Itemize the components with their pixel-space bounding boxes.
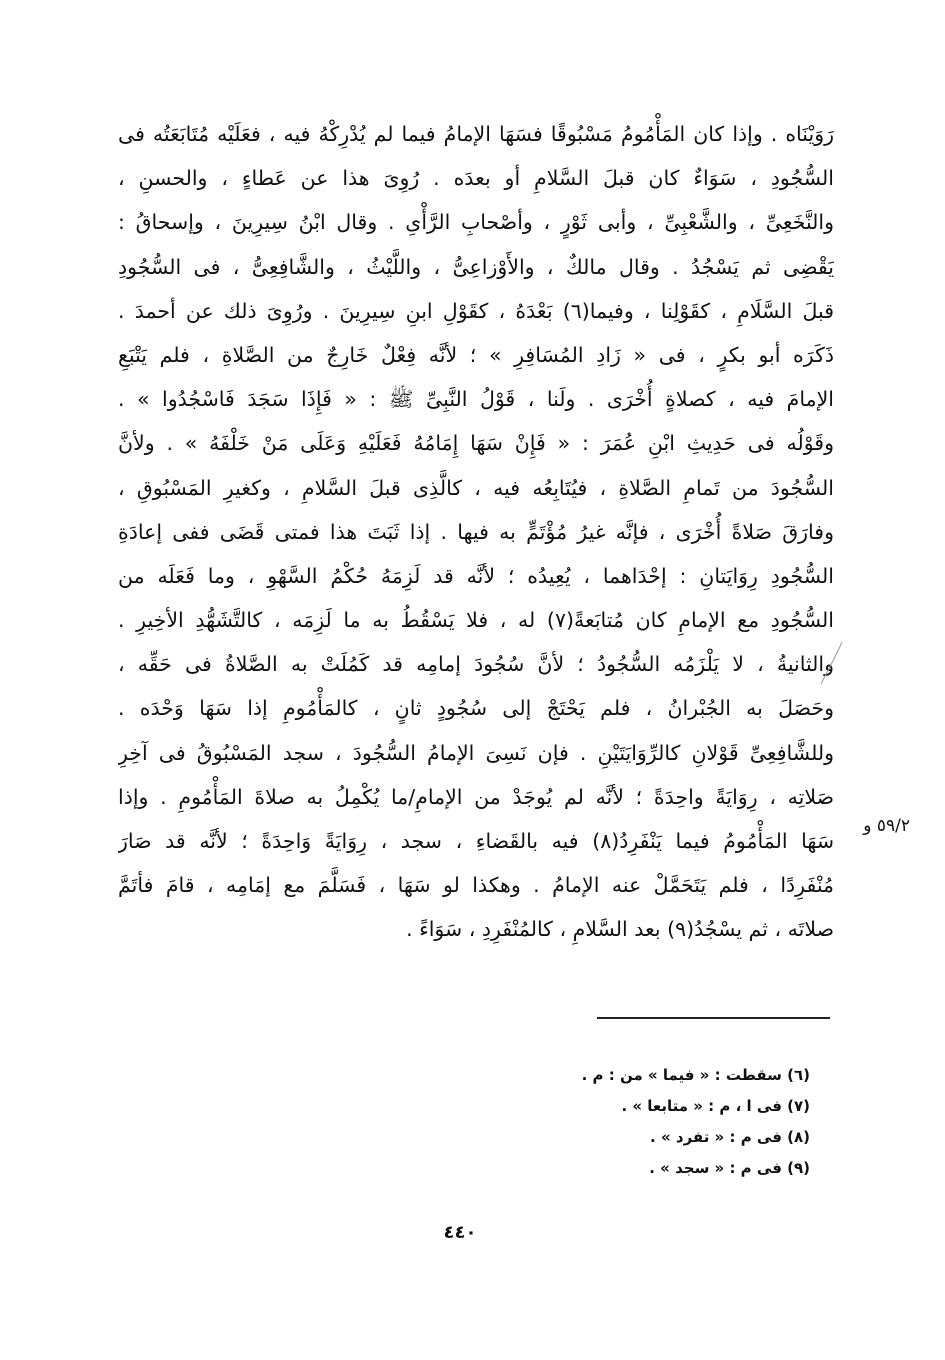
text-line: وقَوْلُه فى حَدِيثِ ابْنِ عُمَرَ : « فَإِنْ سَهَا إِمَامُهُ فَعَلَيْهِ وَعَلَى مَنْ خَلْفَهُ » . ولأنَّ	[118, 431, 834, 456]
text-line: السُّجُودَ من تَمامِ الصَّلاةِ ، فيُتَابِعُه فيه ، كالَّذِى قبلَ السَّلامِ ، وكغيرِ المَسْبُوقِ ،	[118, 475, 834, 500]
text-line: سَهَا المَأْمُومُ فيما يَنْفَرِدُ(٨) فيه بالقَضاءِ ، سجد ، رِوَايَةً وَاحِدَةً ؛ لأنَّه قد صَارَ	[118, 829, 834, 853]
footnote: (٨) فى م : « تفرد » .	[650, 1128, 810, 1146]
manuscript-folio-note: ٥٩/٢ و	[863, 816, 910, 836]
footnote-separator	[597, 1017, 830, 1019]
text-line-last: صلاتَه ، ثم يسْجُدُ(٩) بعد السَّلامِ ، كالمُنْفَرِدِ ، سَوَاءً .	[406, 917, 834, 942]
text-line: مُنْفَرِدًا ، فلم يَتَحَمَّلْ عنه الإمامُ . وهكذا لو سَهَا ، فَسَلَّمَ مع إمَامِه ، قامَ فأتَمَّ	[118, 873, 834, 898]
page-number: ٤٤٠	[443, 1222, 477, 1243]
text-line: وحَصَلَ به الجُبْرانُ ، فلم يَحْتَجْ إلى سُجُودٍ ثانٍ ، كالمَأْمُومِ إذا سَهَا وَحْدَه .	[118, 696, 834, 721]
main-text-block	[118, 112, 834, 952]
text-line: صَلاتِه ، رِوَايَةً واحِدَةً ؛ لأنَّه لم يُوجَدْ من الإمامِ/ما يُكْمِلُ به صلاةَ المَأْمُومِ . وإذا	[118, 784, 834, 809]
footnote: (٩) فى م : « سجد » .	[649, 1159, 810, 1177]
text-line: الإمامَ فيه ، كصلاةٍ أُخْرَى . ولَنا ، قَوْلُ النَّبِىِّ ﷺ : « فَإِذَا سَجَدَ فَاسْجُدُوا » .	[118, 387, 834, 412]
text-line: السُّجُودِ رِوَايَتانِ : إحْدَاهما ، يُعِيدُه ؛ لأنَّه قد لَزِمَهُ حُكْمُ السَّهْوِ ، وما فَعَلَه من	[118, 563, 834, 588]
text-line: والنَّخَعِىِّ ، والشَّعْبِىِّ ، وأبى ثَوْرٍ ، وأصْحابِ الرَّأْىِ . وقال ابْنُ سِيرِينَ ، وإسحاقُ :	[118, 210, 834, 235]
footnotes-block	[420, 1060, 810, 1184]
text-line: وفارَقَ صَلاةً أُخْرَى ، فإنَّه غيرُ مُؤْتَمٍّ به فيها . إذا ثَبَتَ هذا فمتى قَضَى ففى إعادَةِ	[118, 519, 834, 544]
text-line: وللشَّافِعِىِّ قَوْلانِ كالرِّوَايَتَيْنِ . فإن نَسِىَ الإمامُ السُّجُودَ ، سجد المَسْبُوقُ فى آخِرِ	[118, 740, 834, 765]
text-line: والثانيةُ ، لا يَلْزَمُه السُّجُودُ ؛ لأنَّ سُجُودَ إمامِه قد كَمُلَتْ به الصَّلاةُ فى حَقِّه ،	[118, 652, 834, 677]
text-line: قبلَ السَّلَامِ ، كقَوْلِنا ، وفيما(٦) بَعْدَهُ ، كقَوْلِ ابنِ سِيرِينَ . ورُوِىَ ذلك عن أحمدَ .	[118, 298, 834, 323]
text-line: السُّجُودِ مع الإمامِ كان مُتابَعةً(٧) له ، فلا يَسْقُطُ به ما لَزِمَه ، كالتَّشَهُّدِ الأخِيرِ .	[118, 608, 834, 633]
text-line: رَوَيْنَاه . وإذا كان المَأْمُومُ مَسْبُوقًا فسَهَا الإمامُ فيما لم يُدْرِكْهُ فيه ، فعَلَيْه مُتَابَعَتُه فى	[118, 122, 834, 146]
footnote: (٧) فى ا ، م : « متابعا » .	[621, 1097, 810, 1115]
footnote: (٦) سقطت : « فيما » من : م .	[581, 1066, 810, 1084]
scan-stroke-mark	[818, 640, 844, 686]
text-line: السُّجُودِ ، سَوَاءٌ كان قبلَ السَّلامِ أو بعدَه . رُوِىَ هذا عن عَطاءٍ ، والحسنِ ،	[118, 166, 834, 191]
text-line: يَقْضِى ثم يَسْجُدُ . وقال مالكٌ ، والأَوْزاعِىُّ ، واللَّيْثُ ، والشَّافِعِىُّ ، فى السُّجُودِ	[118, 254, 834, 279]
text-line: ذَكَرَه أبو بكرٍ ، فى « زَادِ المُسَافِرِ » ؛ لأنَّه فِعْلٌ خَارِجٌ من الصَّلاةِ ، فلم يَتْبَعِ	[118, 342, 834, 367]
